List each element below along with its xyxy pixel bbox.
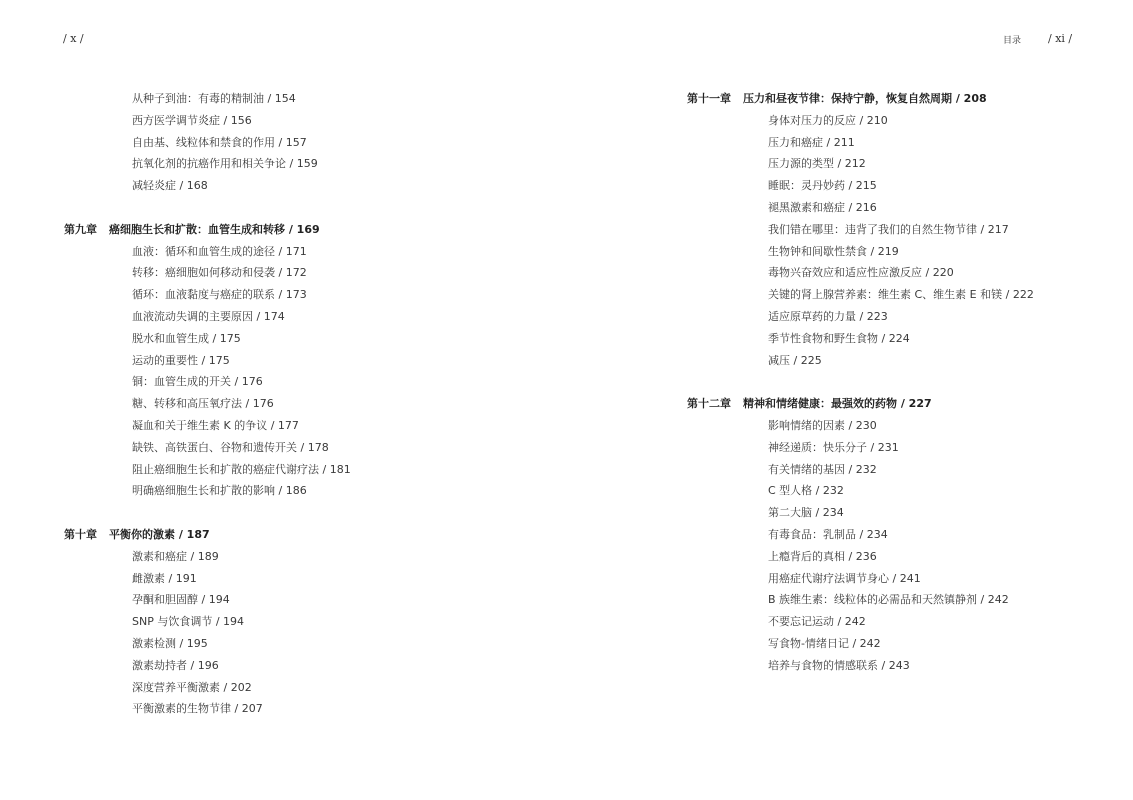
chapter-title: 精神和情绪健康：最强效的药物 / 227 bbox=[743, 397, 932, 411]
toc-entry[interactable]: 激素劫持者 / 196 bbox=[132, 658, 219, 672]
chapter-title: 癌细胞生长和扩散：血管生成和转移 / 169 bbox=[109, 222, 320, 236]
toc-entry[interactable]: 雌激素 / 191 bbox=[132, 571, 197, 585]
toc-entry[interactable]: 血液流动失调的主要原因 / 174 bbox=[132, 309, 285, 323]
toc-entry[interactable]: 明确癌细胞生长和扩散的影响 / 186 bbox=[132, 484, 307, 498]
toc-entry[interactable]: 压力和癌症 / 211 bbox=[768, 135, 855, 149]
toc-intro-block bbox=[64, 88, 544, 197]
toc-entry[interactable]: 运动的重要性 / 175 bbox=[132, 353, 230, 367]
toc-entry[interactable]: 自由基、线粒体和禁食的作用 / 157 bbox=[132, 135, 307, 149]
toc-right-column bbox=[687, 88, 1107, 677]
toc-entry[interactable]: 影响情绪的因素 / 230 bbox=[768, 418, 877, 432]
toc-entry[interactable]: 上瘾背后的真相 / 236 bbox=[768, 549, 877, 563]
chapter-12-heading[interactable] bbox=[687, 393, 1107, 415]
toc-entry[interactable]: 身体对压力的反应 / 210 bbox=[768, 113, 888, 127]
toc-entry[interactable]: 转移：癌细胞如何移动和侵袭 / 172 bbox=[132, 266, 307, 280]
toc-entry[interactable]: 我们错在哪里：违背了我们的自然生物节律 / 217 bbox=[768, 222, 1009, 236]
toc-entry[interactable]: 培养与食物的情感联系 / 243 bbox=[768, 658, 910, 672]
toc-entry[interactable]: 深度营养平衡激素 / 202 bbox=[132, 680, 252, 694]
chapter-11-block bbox=[687, 88, 1107, 371]
toc-entry[interactable]: 从种子到油：有毒的精制油 / 154 bbox=[132, 92, 296, 105]
right-page-number: / xi / bbox=[1048, 32, 1073, 45]
toc-entry[interactable]: 激素检测 / 195 bbox=[132, 636, 208, 650]
toc-entry[interactable]: 神经递质：快乐分子 / 231 bbox=[768, 440, 899, 454]
toc-entry[interactable]: 孕酮和胆固醇 / 194 bbox=[132, 593, 230, 607]
chapter-number: 第十一章 bbox=[687, 92, 731, 105]
toc-entry[interactable]: 毒物兴奋效应和适应性应激反应 / 220 bbox=[768, 266, 954, 280]
toc-entry[interactable]: 季节性食物和野生食物 / 224 bbox=[768, 331, 910, 345]
chapter-number: 第九章 bbox=[64, 222, 97, 236]
toc-entry[interactable]: 有毒食品：乳制品 / 234 bbox=[768, 527, 888, 541]
toc-entry[interactable]: 血液：循环和血管生成的途径 / 171 bbox=[132, 244, 307, 258]
toc-entry[interactable]: 脱水和血管生成 / 175 bbox=[132, 331, 241, 345]
toc-entry[interactable]: 减压 / 225 bbox=[768, 353, 822, 367]
toc-entry[interactable]: SNP 与饮食调节 / 194 bbox=[132, 615, 245, 629]
toc-entry[interactable]: 凝血和关于维生素 K 的争议 / 177 bbox=[132, 418, 299, 432]
toc-entry[interactable]: 西方医学调节炎症 / 156 bbox=[132, 113, 252, 127]
chapter-10-heading[interactable] bbox=[64, 524, 544, 546]
toc-entry[interactable]: C 型人格 / 232 bbox=[768, 484, 844, 498]
toc-entry[interactable]: 糖、转移和高压氧疗法 / 176 bbox=[132, 397, 274, 411]
toc-entry[interactable]: 有关情绪的基因 / 232 bbox=[768, 462, 877, 476]
chapter-9-heading[interactable] bbox=[64, 219, 544, 241]
toc-entry[interactable]: 生物钟和间歇性禁食 / 219 bbox=[768, 244, 899, 258]
toc-entry[interactable]: 平衡激素的生物节律 / 207 bbox=[132, 702, 263, 716]
toc-entry[interactable]: 铜：血管生成的开关 / 176 bbox=[132, 375, 263, 389]
running-head: 目录 bbox=[1003, 36, 1022, 46]
chapter-title: 平衡你的激素 / 187 bbox=[109, 527, 210, 541]
chapter-11-heading[interactable] bbox=[687, 88, 1107, 110]
toc-entry[interactable]: 关键的肾上腺营养素：维生素 C、维生素 E 和镁 / 222 bbox=[768, 288, 1034, 302]
chapter-9-block bbox=[64, 219, 544, 502]
toc-entry[interactable]: 压力源的类型 / 212 bbox=[768, 157, 866, 171]
left-page-number: / x / bbox=[63, 32, 84, 45]
chapter-10-block bbox=[64, 524, 544, 720]
chapter-title: 压力和昼夜节律：保持宁静，恢复自然周期 / 208 bbox=[743, 92, 987, 105]
toc-entry[interactable]: 不要忘记运动 / 242 bbox=[768, 615, 866, 629]
toc-entry[interactable]: 抗氧化剂的抗癌作用和相关争论 / 159 bbox=[132, 157, 318, 171]
toc-entry[interactable]: 第二大脑 / 234 bbox=[768, 506, 844, 520]
chapter-number: 第十章 bbox=[64, 527, 97, 541]
toc-entry[interactable]: 阻止癌细胞生长和扩散的癌症代谢疗法 / 181 bbox=[132, 462, 351, 476]
toc-entry[interactable]: B 族维生素：线粒体的必需品和天然镇静剂 / 242 bbox=[768, 593, 1009, 607]
toc-entry[interactable]: 写食物-情绪日记 / 242 bbox=[768, 636, 881, 650]
toc-entry[interactable]: 循环：血液黏度与癌症的联系 / 173 bbox=[132, 288, 307, 302]
toc-entry[interactable]: 褪黑激素和癌症 / 216 bbox=[768, 200, 877, 214]
toc-entry[interactable]: 用癌症代谢疗法调节身心 / 241 bbox=[768, 571, 921, 585]
toc-entry[interactable]: 激素和癌症 / 189 bbox=[132, 549, 219, 563]
toc-entry[interactable]: 适应原草药的力量 / 223 bbox=[768, 309, 888, 323]
toc-left-column bbox=[64, 88, 544, 720]
toc-entry[interactable]: 减轻炎症 / 168 bbox=[132, 179, 208, 193]
chapter-12-block bbox=[687, 393, 1107, 676]
chapter-number: 第十二章 bbox=[687, 397, 731, 411]
toc-entry[interactable]: 缺铁、高铁蛋白、谷物和遗传开关 / 178 bbox=[132, 440, 329, 454]
toc-entry[interactable]: 睡眠：灵丹妙药 / 215 bbox=[768, 179, 877, 193]
